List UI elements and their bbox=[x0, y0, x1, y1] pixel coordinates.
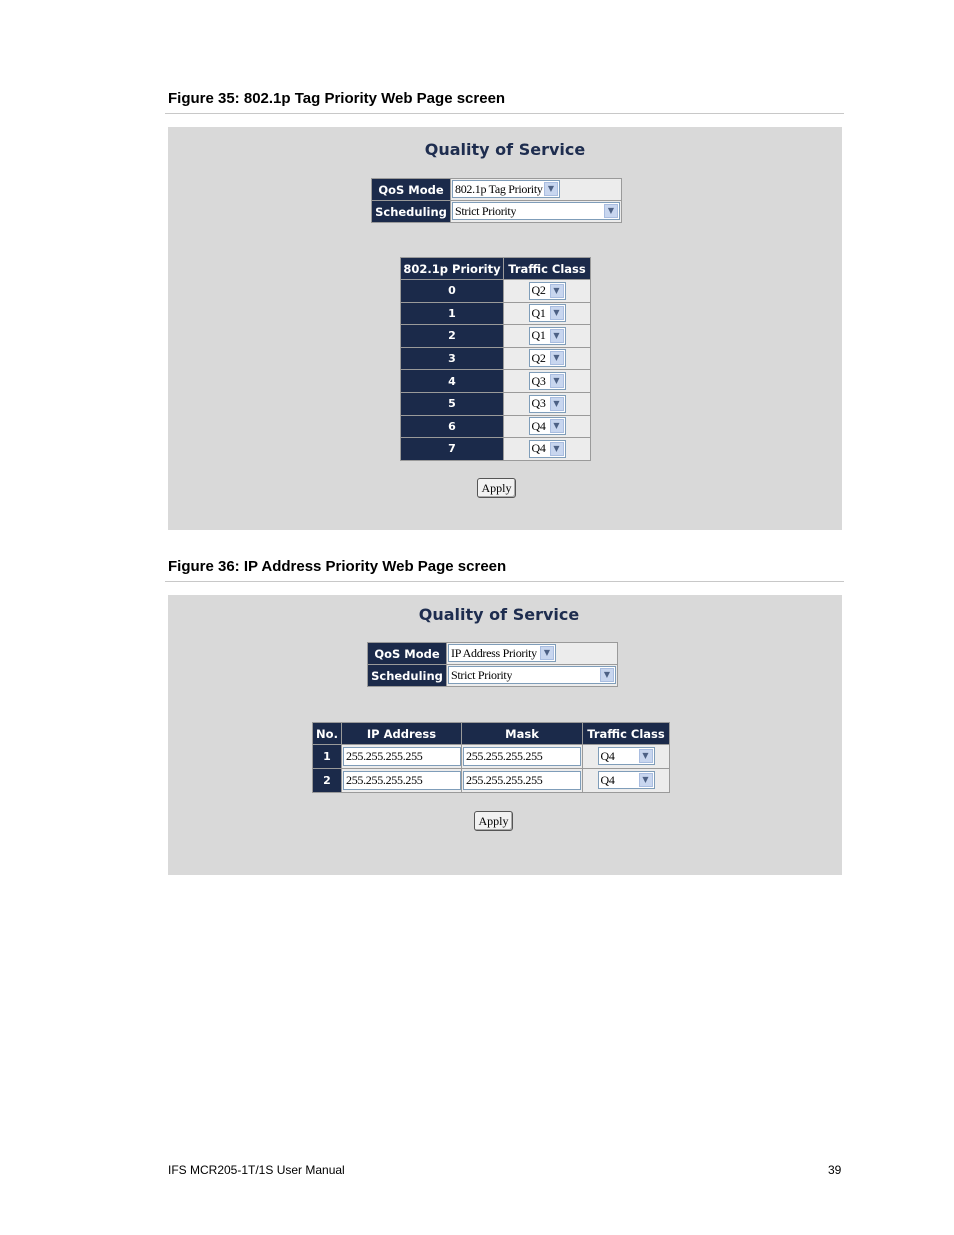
chevron-down-icon[interactable]: ▼ bbox=[544, 182, 558, 196]
traffic-class-value: Q4 bbox=[600, 772, 615, 787]
figure-35-caption: Figure 35: 802.1p Tag Priority Web Page screen bbox=[168, 90, 506, 107]
qos-mode-select[interactable] bbox=[452, 180, 560, 198]
qos-settings-table bbox=[371, 178, 622, 223]
col-header-priority: 802.1p Priority bbox=[401, 258, 504, 280]
scheduling-label: Scheduling bbox=[372, 201, 451, 223]
chevron-down-icon[interactable]: ▼ bbox=[600, 668, 614, 682]
chevron-down-icon[interactable]: ▼ bbox=[639, 749, 653, 763]
scheduling-value: Strict Priority bbox=[455, 203, 517, 218]
col-header-ip-address: IP Address bbox=[342, 723, 462, 745]
qos-panel-ip-address bbox=[168, 595, 842, 875]
priority-value: 5 bbox=[401, 392, 504, 415]
chevron-down-icon[interactable]: ▼ bbox=[540, 646, 554, 660]
traffic-class-select[interactable] bbox=[598, 771, 655, 789]
ip-priority-table bbox=[312, 722, 670, 793]
traffic-class-value: Q2 bbox=[531, 350, 546, 365]
table-row bbox=[401, 392, 591, 415]
traffic-class-select[interactable] bbox=[529, 349, 566, 367]
table-row bbox=[401, 302, 591, 325]
traffic-class-value: Q4 bbox=[531, 441, 546, 456]
chevron-down-icon[interactable]: ▼ bbox=[550, 306, 564, 320]
scheduling-select[interactable] bbox=[452, 202, 620, 220]
table-row bbox=[401, 325, 591, 348]
traffic-class-value: Q4 bbox=[531, 418, 546, 433]
table-row bbox=[401, 347, 591, 370]
chevron-down-icon[interactable]: ▼ bbox=[550, 284, 564, 298]
priority-value: 1 bbox=[401, 302, 504, 325]
priority-table bbox=[400, 257, 591, 461]
qos-panel-8021p bbox=[168, 127, 842, 530]
scheduling-value: Strict Priority bbox=[451, 667, 513, 682]
traffic-class-value: Q2 bbox=[531, 283, 546, 298]
table-row bbox=[313, 745, 670, 769]
qos-mode-select[interactable] bbox=[448, 644, 556, 662]
table-row bbox=[313, 769, 670, 793]
chevron-down-icon[interactable]: ▼ bbox=[604, 204, 618, 218]
mask-input[interactable]: 255.255.255.255 bbox=[463, 771, 581, 790]
traffic-class-select[interactable] bbox=[529, 417, 566, 435]
footer-manual-title: IFS MCR205-1T/1S User Manual bbox=[168, 1163, 345, 1177]
traffic-class-value: Q3 bbox=[531, 373, 546, 388]
priority-value: 6 bbox=[401, 415, 504, 438]
qos-mode-value: IP Address Priority bbox=[451, 645, 537, 660]
table-row bbox=[401, 438, 591, 461]
traffic-class-select[interactable] bbox=[529, 304, 566, 322]
scheduling-select[interactable] bbox=[448, 666, 616, 684]
page-title: Quality of Service bbox=[418, 605, 580, 624]
qos-settings-table bbox=[367, 642, 618, 687]
page-number: 39 bbox=[828, 1163, 842, 1177]
table-row bbox=[401, 280, 591, 303]
apply-button[interactable]: Apply bbox=[474, 811, 513, 831]
priority-value: 7 bbox=[401, 438, 504, 461]
traffic-class-select[interactable] bbox=[529, 282, 566, 300]
apply-button[interactable]: Apply bbox=[477, 478, 516, 498]
traffic-class-select[interactable] bbox=[529, 372, 566, 390]
priority-value: 3 bbox=[401, 347, 504, 370]
chevron-down-icon[interactable]: ▼ bbox=[550, 397, 564, 411]
traffic-class-select[interactable] bbox=[529, 395, 566, 413]
caption-rule bbox=[165, 113, 844, 114]
figure-36-caption: Figure 36: IP Address Priority Web Page screen bbox=[168, 558, 507, 575]
row-number: 1 bbox=[313, 745, 342, 769]
priority-value: 4 bbox=[401, 370, 504, 393]
chevron-down-icon[interactable]: ▼ bbox=[550, 419, 564, 433]
ip-address-input[interactable]: 255.255.255.255 bbox=[343, 771, 461, 790]
table-row bbox=[401, 370, 591, 393]
qos-mode-label: QoS Mode bbox=[368, 643, 447, 665]
table-row bbox=[401, 415, 591, 438]
traffic-class-value: Q1 bbox=[531, 328, 546, 343]
chevron-down-icon[interactable]: ▼ bbox=[550, 442, 564, 456]
col-header-no: No. bbox=[313, 723, 342, 745]
scheduling-label: Scheduling bbox=[368, 665, 447, 687]
col-header-traffic-class: Traffic Class bbox=[583, 723, 670, 745]
caption-rule bbox=[165, 581, 844, 582]
traffic-class-value: Q1 bbox=[531, 305, 546, 320]
traffic-class-select[interactable] bbox=[598, 747, 655, 765]
page-title: Quality of Service bbox=[424, 140, 586, 159]
ip-address-input[interactable]: 255.255.255.255 bbox=[343, 747, 461, 766]
qos-mode-value: 802.1p Tag Priority bbox=[455, 181, 543, 196]
qos-mode-label: QoS Mode bbox=[372, 179, 451, 201]
chevron-down-icon[interactable]: ▼ bbox=[639, 773, 653, 787]
traffic-class-value: Q3 bbox=[531, 396, 546, 411]
chevron-down-icon[interactable]: ▼ bbox=[550, 351, 564, 365]
mask-input[interactable]: 255.255.255.255 bbox=[463, 747, 581, 766]
priority-value: 2 bbox=[401, 325, 504, 348]
priority-value: 0 bbox=[401, 280, 504, 303]
chevron-down-icon[interactable]: ▼ bbox=[550, 374, 564, 388]
traffic-class-select[interactable] bbox=[529, 327, 566, 345]
col-header-mask: Mask bbox=[462, 723, 583, 745]
col-header-traffic-class: Traffic Class bbox=[504, 258, 591, 280]
chevron-down-icon[interactable]: ▼ bbox=[550, 329, 564, 343]
traffic-class-select[interactable] bbox=[529, 440, 566, 458]
traffic-class-value: Q4 bbox=[600, 748, 615, 763]
row-number: 2 bbox=[313, 769, 342, 793]
